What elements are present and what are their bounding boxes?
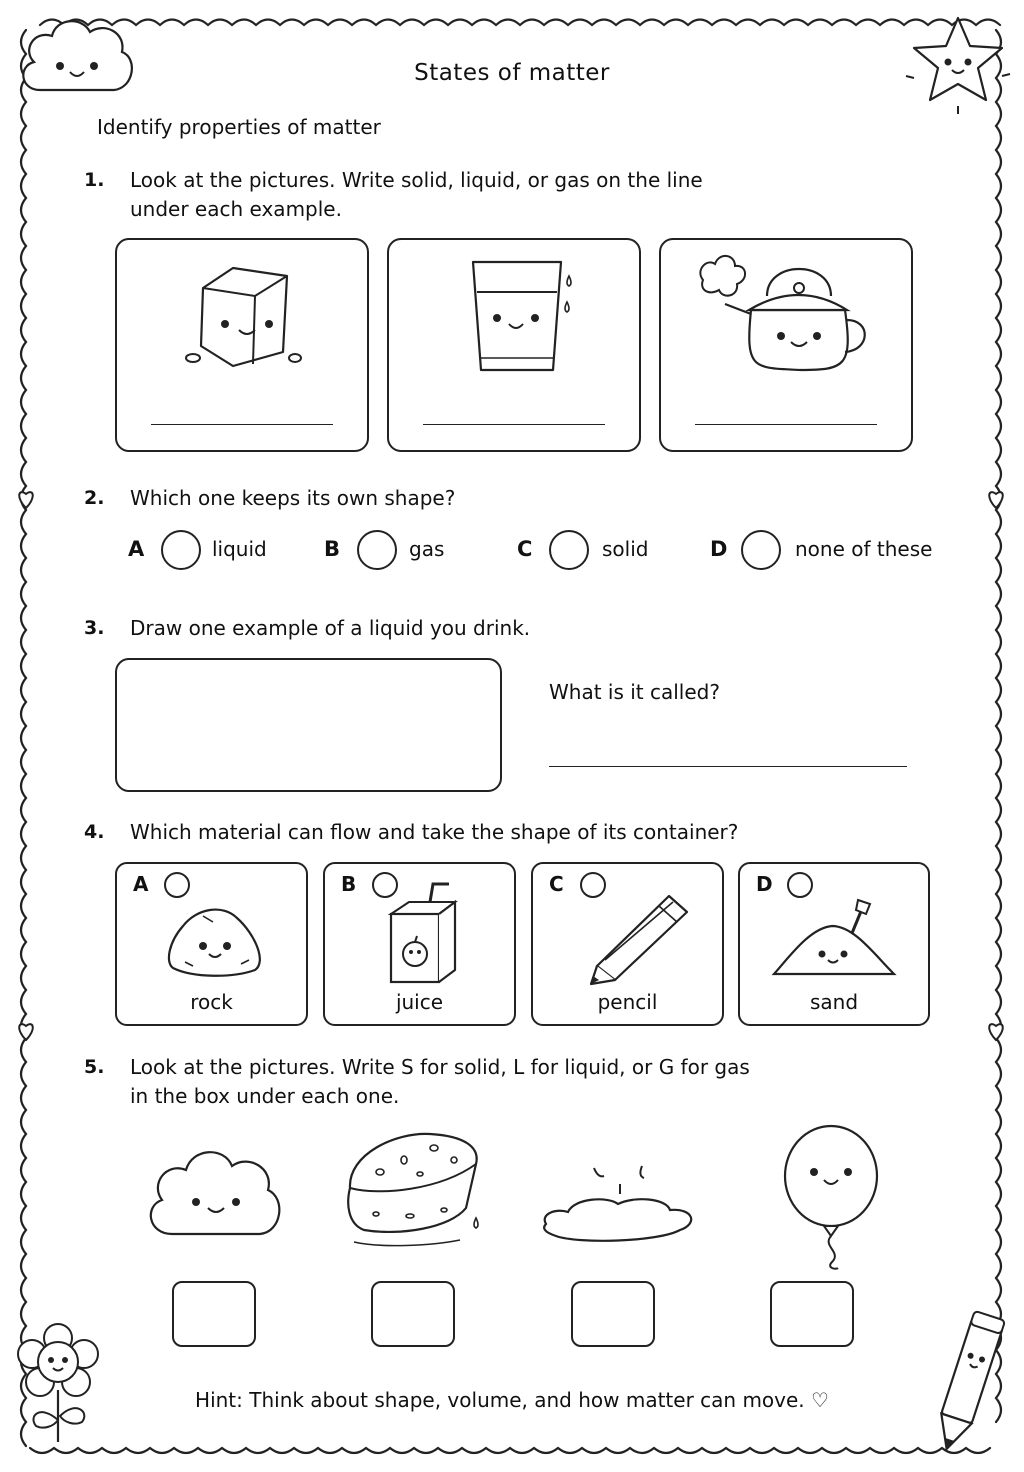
balloon-icon — [776, 1124, 886, 1272]
q2-option-a-bubble[interactable] — [161, 530, 201, 570]
q3-answer-line[interactable] — [549, 766, 907, 767]
q1-number: 1. — [84, 169, 105, 191]
q2-option-a-letter: A — [128, 537, 145, 561]
q4-option-c-label: pencil — [597, 990, 658, 1014]
q2-option-c-letter: C — [517, 537, 533, 561]
q1-answer-line-water[interactable] — [423, 424, 605, 425]
q4-option-a-bubble[interactable] — [164, 872, 190, 898]
q5-text-line2: in the box under each one. — [130, 1084, 400, 1108]
q4-number: 4. — [84, 821, 105, 843]
flower-corner-icon — [14, 1320, 104, 1444]
q1-answer-line-ice[interactable] — [151, 424, 333, 425]
ice-cube-icon — [177, 254, 307, 378]
cloud-icon — [144, 1140, 288, 1244]
q4-option-d-letter: D — [756, 872, 773, 896]
q5-answer-box-balloon[interactable] — [770, 1281, 854, 1347]
q5-answer-box-cloud[interactable] — [172, 1281, 256, 1347]
q2-option-c-bubble[interactable] — [549, 530, 589, 570]
q1-card-water — [387, 238, 641, 452]
juice-box-icon — [383, 878, 463, 986]
q2-option-a-text: liquid — [212, 537, 267, 561]
q1-card-ice — [115, 238, 369, 452]
q2-number: 2. — [84, 487, 105, 509]
q4-card-a[interactable] — [115, 862, 308, 1026]
q3-text: Draw one example of a liquid you drink. — [130, 616, 531, 640]
q4-option-c-letter: C — [549, 872, 564, 896]
q4-option-a-letter: A — [133, 872, 149, 896]
rock-icon — [163, 902, 267, 978]
q4-card-b[interactable] — [323, 862, 516, 1026]
q5-answer-box-puddle[interactable] — [571, 1281, 655, 1347]
q3-prompt: What is it called? — [549, 680, 720, 704]
hint-text: Hint: Think about shape, volume, and how matter can move. ♡ — [195, 1388, 829, 1412]
q2-option-b-letter: B — [324, 537, 341, 561]
q2-option-d-letter: D — [710, 537, 728, 561]
kettle-steam-icon — [695, 250, 871, 380]
q2-option-b-bubble[interactable] — [357, 530, 397, 570]
q1-card-kettle — [659, 238, 913, 452]
water-glass-icon — [457, 254, 577, 378]
q4-option-b-label: juice — [395, 990, 444, 1014]
q4-option-a-label: rock — [190, 990, 233, 1014]
page-title: States of matter — [414, 60, 610, 86]
pencil-icon — [585, 890, 695, 986]
q2-option-d-bubble[interactable] — [741, 530, 781, 570]
q4-option-d-label: sand — [809, 990, 859, 1014]
q3-number: 3. — [84, 617, 105, 639]
q4-text: Which material can flow and take the shape of its container? — [130, 820, 739, 844]
page-subtitle: Identify properties of matter — [97, 115, 381, 139]
puddle-icon — [538, 1158, 698, 1248]
q4-card-d[interactable] — [738, 862, 930, 1026]
q4-option-b-letter: B — [341, 872, 357, 896]
q2-option-c-text: solid — [602, 537, 649, 561]
q1-text-line2: under each example. — [130, 197, 342, 221]
q5-text-line1: Look at the pictures. Write S for solid, L for liquid, or G for gas — [130, 1055, 750, 1079]
q2-text: Which one keeps its own shape? — [130, 486, 456, 510]
q3-drawing-box[interactable] — [115, 658, 502, 792]
pencil-corner-icon — [924, 1306, 1010, 1460]
q5-number: 5. — [84, 1056, 105, 1078]
q2-option-d-text: none of these — [795, 537, 933, 561]
sponge-icon — [340, 1124, 490, 1254]
q4-card-c[interactable] — [531, 862, 724, 1026]
q5-answer-box-sponge[interactable] — [371, 1281, 455, 1347]
q1-text-line1: Look at the pictures. Write solid, liquid, or gas on the line — [130, 168, 703, 192]
cloud-corner-icon — [14, 10, 138, 106]
sand-pile-icon — [770, 894, 898, 980]
q1-answer-line-kettle[interactable] — [695, 424, 877, 425]
q2-option-b-text: gas — [409, 537, 445, 561]
